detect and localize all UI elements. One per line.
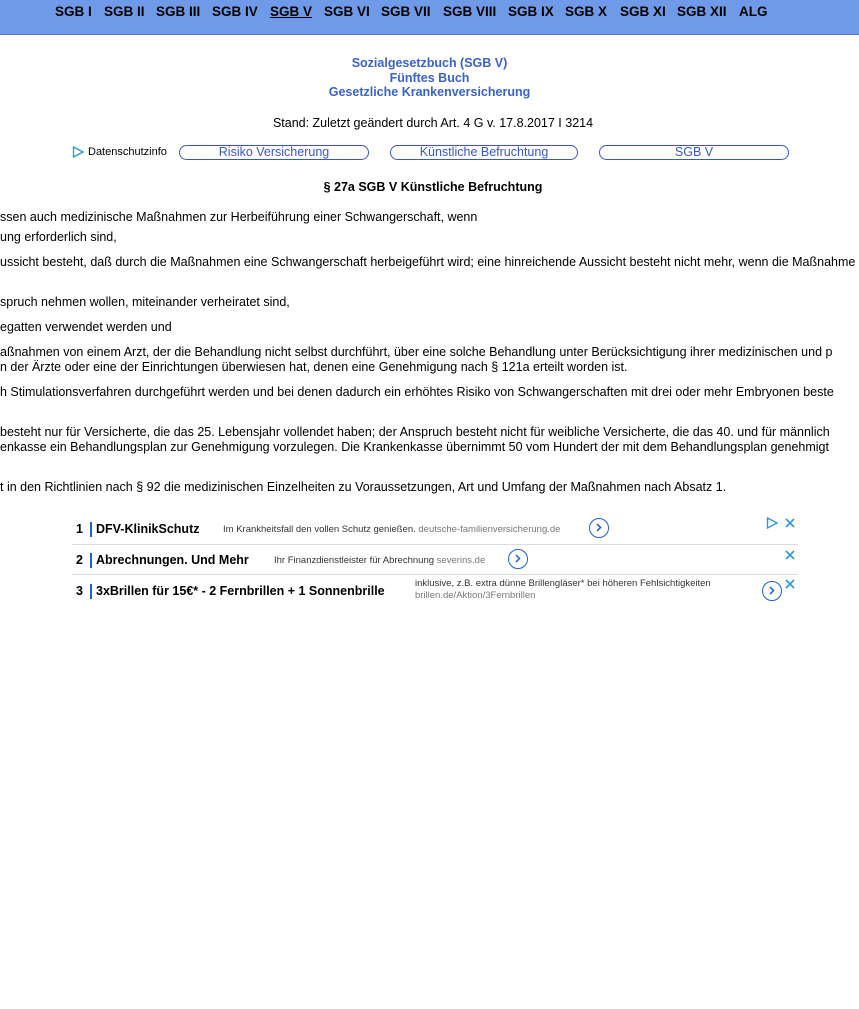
ad-description-text: Ihr Finanzdienstleister für Abrechnung — [274, 555, 435, 566]
nav-sgb-6[interactable]: SGB VI — [324, 4, 370, 19]
nav-sgb-7[interactable]: SGB VII — [381, 4, 431, 19]
nav-sgb-12[interactable]: SGB XII — [677, 4, 727, 19]
book-header — [0, 56, 859, 100]
ad-number: 1 — [76, 522, 83, 536]
close-icon[interactable] — [784, 548, 796, 566]
nav-sgb-4[interactable]: SGB IV — [212, 4, 258, 19]
ad-row[interactable] — [72, 544, 798, 574]
ad-description-text: Im Krankheitsfall den vollen Schutz genießen. — [223, 524, 416, 535]
ad-url[interactable]: deutsche-familienversicherung.de — [418, 524, 561, 535]
nav-sgb-1[interactable]: SGB I — [55, 4, 92, 19]
paragraph-line: enkasse ein Behandlungsplan zur Genehmigung vorzulegen. Die Krankenkasse übernimmt 50 vom Hundert der mit dem Behandlungsplan genehmigt — [0, 440, 829, 454]
nav-sgb-9[interactable]: SGB IX — [508, 4, 554, 19]
ad-number: 3 — [76, 584, 83, 598]
book-subtitle-topic: Gesetzliche Krankenversicherung — [328, 85, 531, 99]
chevron-right-icon[interactable] — [508, 549, 528, 569]
chevron-right-icon[interactable] — [589, 518, 609, 538]
nav-sgb-2[interactable]: SGB II — [104, 4, 145, 19]
book-title: Sozialgesetzbuch (SGB V) — [351, 56, 508, 70]
paragraph-line: egatten verwendet werden und — [0, 320, 172, 334]
ad-divider — [90, 584, 92, 599]
kuenstliche-befruchtung-button[interactable]: Künstliche Befruchtung — [390, 145, 578, 160]
ad-title[interactable]: 3xBrillen für 15€* - 2 Fernbrillen + 1 Sonnenbrille — [96, 584, 385, 598]
ad-description: inklusive, z.B. extra dünne Brillengläser* bei höheren Fehlsichtigkeiten — [415, 578, 711, 589]
ad-number: 2 — [76, 553, 83, 567]
nav-sgb-3[interactable]: SGB III — [156, 4, 201, 19]
paragraph-line: besteht nur für Versicherte, die das 25. Lebensjahr vollendet haben; der Anspruch besteht nicht für weibliche Versicherte, die das 40. und für männlich — [0, 425, 830, 439]
risiko-versicherung-button[interactable]: Risiko Versicherung — [179, 145, 369, 160]
ad-divider — [90, 522, 92, 537]
ad-row[interactable] — [72, 515, 798, 544]
ad-title[interactable]: DFV-KlinikSchutz — [96, 522, 200, 536]
adchoices-icon[interactable] — [766, 516, 778, 534]
stand-info: Stand: Zuletzt geändert durch Art. 4 G v. 17.8.2017 I 3214 — [272, 116, 594, 130]
ad-row[interactable] — [72, 574, 798, 605]
nav-sgb-11[interactable]: SGB XI — [620, 4, 666, 19]
paragraph-line: t in den Richtlinien nach § 92 die medizinischen Einzelheiten zu Voraussetzungen, Art und Umfang der Maßnahmen nach Absatz 1. — [0, 480, 727, 494]
sgb-v-button[interactable]: SGB V — [599, 145, 789, 160]
play-triangle-icon — [72, 146, 84, 158]
ad-description — [274, 555, 485, 566]
book-subtitle-number: Fünftes Buch — [389, 70, 470, 85]
nav-sgb-8[interactable]: SGB VIII — [443, 4, 497, 19]
ad-url[interactable]: brillen.de/Aktion/3Fernbrillen — [415, 590, 536, 601]
ad-divider — [90, 553, 92, 568]
chevron-right-icon[interactable] — [762, 581, 782, 601]
paragraph-title: § 27a SGB V Künstliche Befruchtung — [323, 180, 543, 194]
datenschutz-link[interactable] — [72, 146, 167, 158]
ad-url[interactable]: severins.de — [436, 555, 486, 566]
paragraph-line: ung erforderlich sind, — [0, 230, 117, 244]
ad-title[interactable]: Abrechnungen. Und Mehr — [96, 553, 249, 567]
close-icon[interactable] — [784, 516, 796, 534]
nav-sgb-10[interactable]: SGB X — [565, 4, 608, 19]
paragraph-line: ussicht besteht, daß durch die Maßnahmen eine Schwangerschaft herbeigeführt wird; eine hinreichende Aussicht besteht nicht mehr, wenn die Maßnahme — [0, 255, 856, 269]
ad-description — [223, 524, 560, 535]
top-navigation — [0, 0, 859, 35]
paragraph-line: h Stimulationsverfahren durchgeführt werden und bei denen dadurch ein erhöhtes Risiko von Schwangerschaften mit drei oder mehr Embryonen beste — [0, 385, 834, 399]
datenschutz-label: Datenschutzinfo — [88, 146, 167, 158]
nav-sgb-5[interactable]: SGB V — [270, 4, 313, 19]
paragraph-line: aßnahmen von einem Arzt, der die Behandlung nicht selbst durchführt, über eine solche Behandlung unter Berücksichtigung ihrer medizinischen und p — [0, 345, 833, 359]
nav-alg[interactable]: ALG — [739, 4, 768, 19]
close-icon[interactable] — [784, 577, 796, 595]
paragraph-line: spruch nehmen wollen, miteinander verheiratet sind, — [0, 295, 290, 309]
paragraph-line: ssen auch medizinische Maßnahmen zur Herbeiführung einer Schwangerschaft, wenn — [0, 210, 478, 224]
paragraph-line: n der Ärzte oder eine der Einrichtungen überwiesen hat, denen eine Genehmigung nach § 121a erteilt worden ist. — [0, 360, 628, 374]
